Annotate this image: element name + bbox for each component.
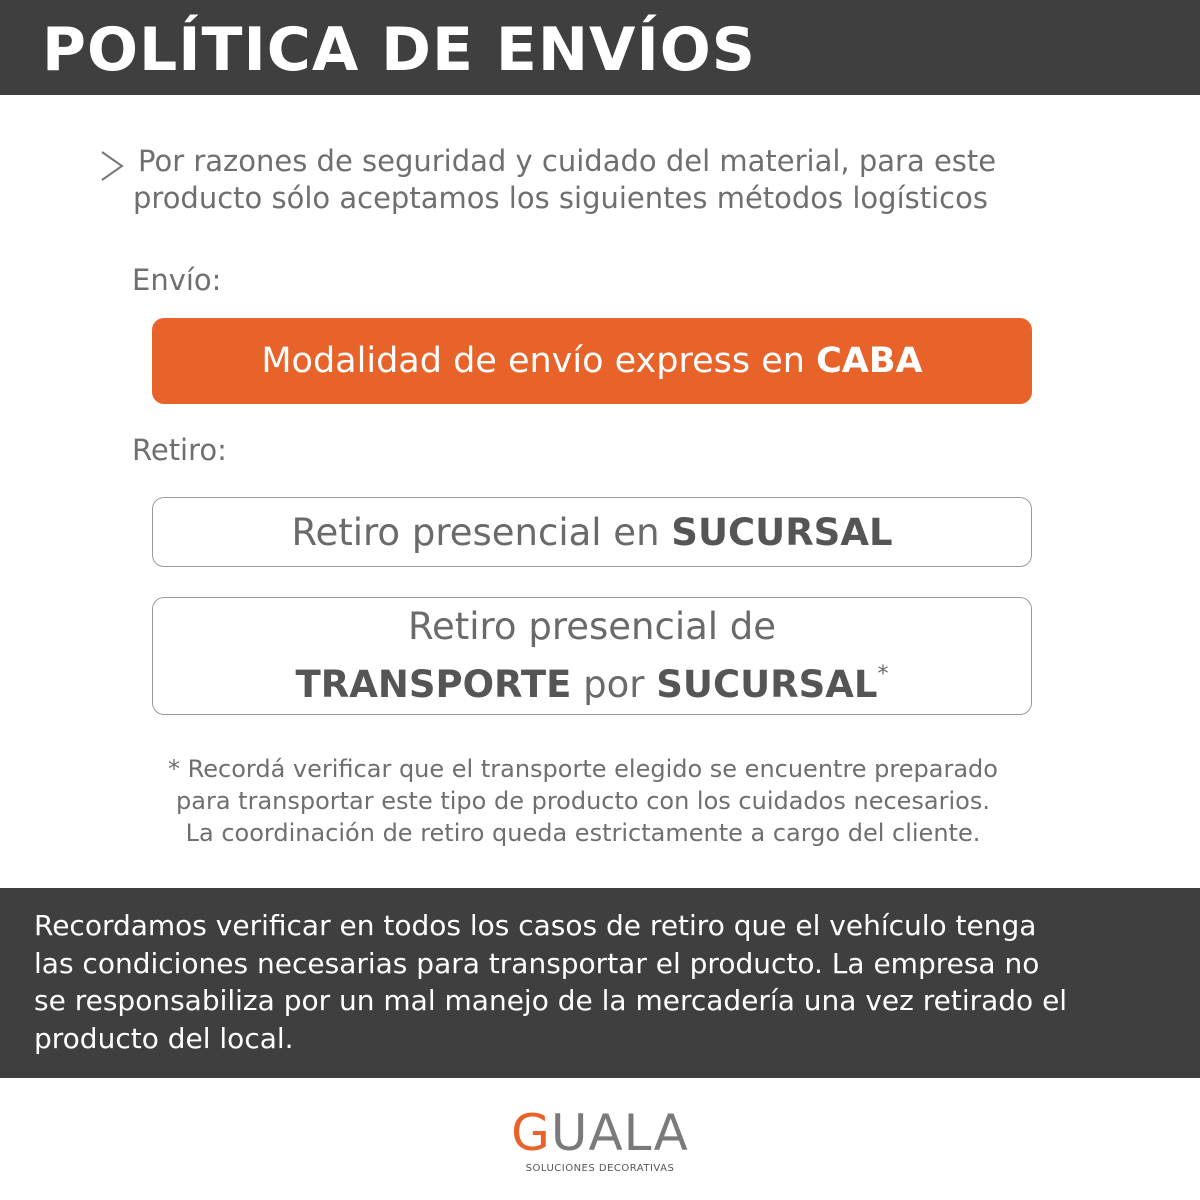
warning-line-1: Recordamos verificar en todos los casos de retiro que el vehículo tenga: [34, 909, 1037, 942]
express-shipping-option: [152, 318, 1032, 404]
page-title: POLÍTICA DE ENVÍOS: [42, 15, 757, 85]
footnote: [100, 753, 1066, 849]
brand-wordmark: [500, 1104, 700, 1162]
branch-option-bold: SUCURSAL: [671, 510, 893, 554]
asterisk-mark: *: [877, 662, 889, 687]
envio-label: Envío:: [132, 263, 222, 297]
footnote-line-2: para transportar este tipo de producto con los cuidados necesarios.: [176, 787, 990, 815]
transport-option-line-1: Retiro presencial de: [407, 605, 777, 648]
transport-pickup-option: [152, 597, 1032, 715]
warning-banner: [0, 888, 1200, 1078]
footnote-line-1: * Recordá verificar que el transporte elegido se encuentre preparado: [168, 755, 998, 783]
branch-pickup-option: [152, 497, 1032, 567]
retiro-label: Retiro:: [132, 433, 227, 467]
warning-line-3: se responsabiliza por un mal manejo de la mercadería una vez retirado el: [34, 984, 1068, 1017]
brand-logo: [500, 1104, 700, 1175]
transport-option-middle: por: [571, 663, 657, 706]
transport-option-bold-2: SUCURSAL: [656, 663, 878, 706]
express-option-bold: CABA: [816, 341, 923, 381]
intro-text: [98, 143, 1098, 217]
warning-line-4: producto del local.: [34, 1021, 294, 1055]
header-bar: [0, 0, 1200, 95]
brand-initial: G: [511, 1104, 551, 1162]
warning-line-2: las condiciones necesarias para transportar el producto. La empresa no: [34, 946, 1040, 980]
branch-option-text: Retiro presencial en: [291, 510, 672, 554]
brand-tagline: SOLUCIONES DECORATIVAS: [525, 1163, 675, 1174]
brand-rest: UALA: [550, 1104, 689, 1162]
intro-line-2: producto sólo aceptamos los siguientes métodos logísticos: [133, 181, 988, 215]
transport-option-bold-1: TRANSPORTE: [295, 663, 572, 706]
express-option-text: Modalidad de envío express en: [261, 341, 817, 381]
transport-option-line-2: [295, 651, 888, 709]
footnote-line-3: La coordinación de retiro queda estrictamente a cargo del cliente.: [185, 819, 981, 847]
intro-line-1: Por razones de seguridad y cuidado del material, para este: [138, 144, 997, 178]
chevron-right-icon: [98, 149, 126, 183]
